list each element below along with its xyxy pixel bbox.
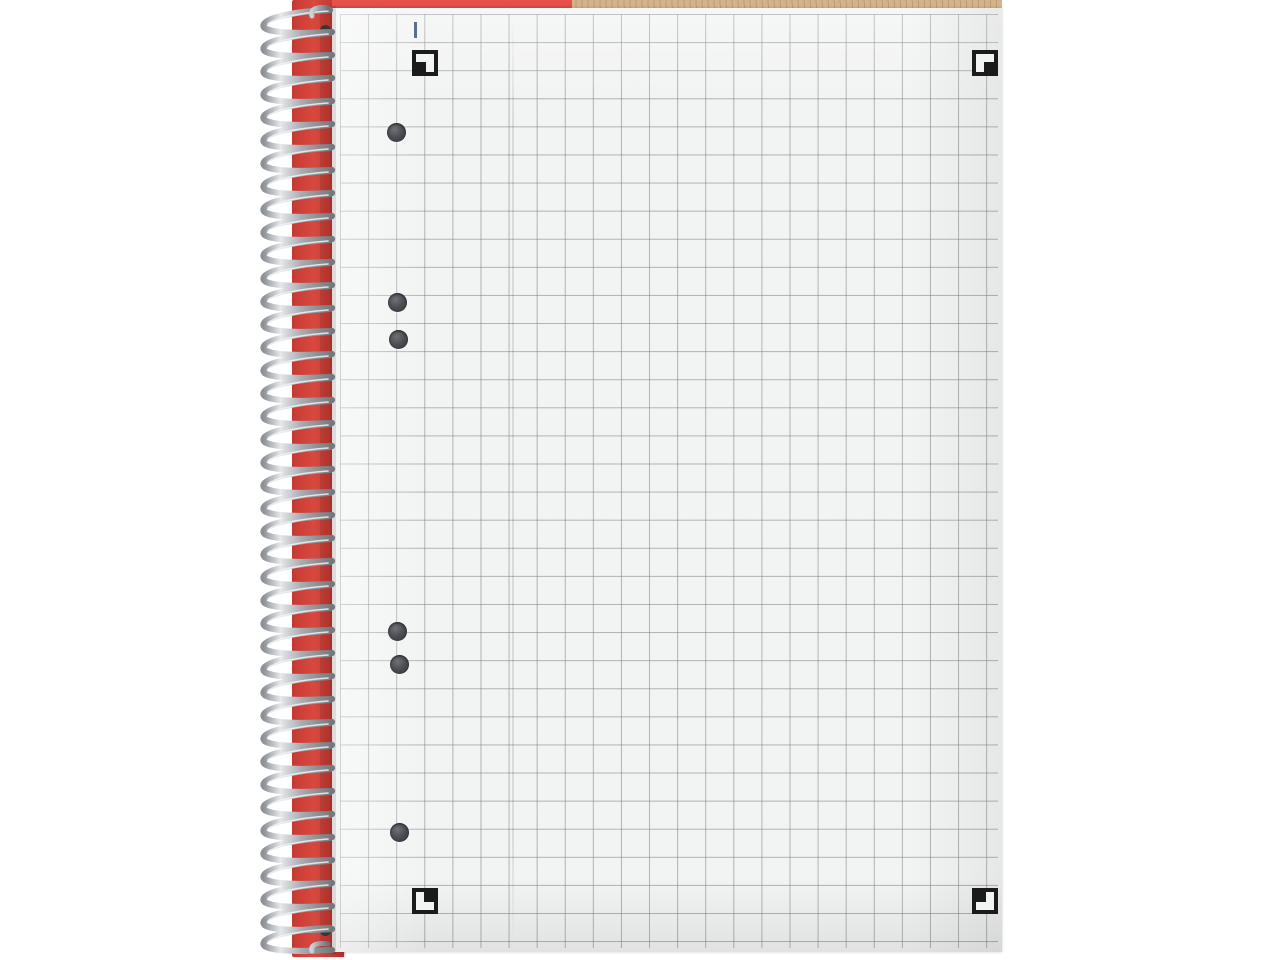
- punch-hole: [390, 823, 409, 842]
- punch-hole: [390, 655, 409, 674]
- grid-ruling: [340, 14, 998, 948]
- punch-hole: [389, 330, 408, 349]
- punch-hole: [388, 622, 407, 641]
- punch-hole: [387, 123, 406, 142]
- registration-mark-bottom-left: [412, 888, 438, 914]
- notebook: [272, 0, 1002, 960]
- mark-notch: [416, 54, 426, 62]
- mark-notch: [424, 902, 434, 910]
- registration-mark-bottom-right: [972, 888, 998, 914]
- mark-notch: [984, 54, 994, 62]
- page-fold-line: [512, 16, 514, 946]
- mark-notch: [976, 902, 986, 910]
- notebook-page: [332, 8, 1002, 952]
- registration-mark-top-left: [412, 50, 438, 76]
- mark-notch: [416, 892, 424, 910]
- mark-notch: [426, 54, 434, 72]
- blue-tick-mark: [414, 22, 417, 38]
- punch-hole: [388, 293, 407, 312]
- registration-mark-top-right: [972, 50, 998, 76]
- mark-notch: [976, 54, 984, 72]
- mark-notch: [986, 892, 994, 910]
- wire-spiral-binding: [258, 0, 368, 960]
